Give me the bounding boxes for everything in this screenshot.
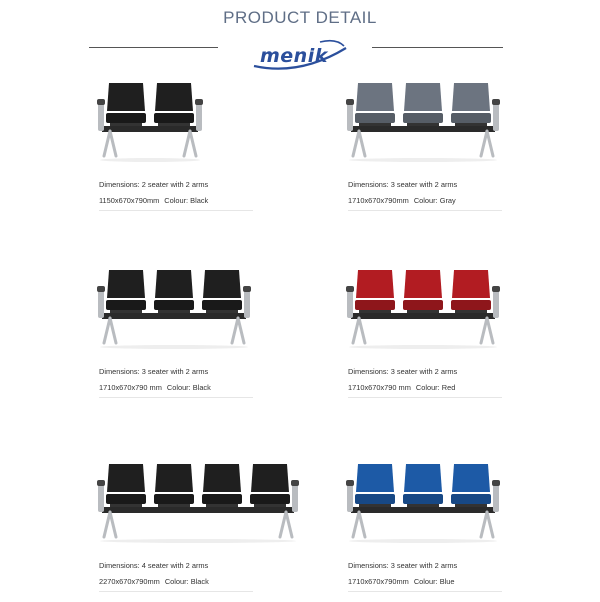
seat-bracket <box>110 123 142 126</box>
product-size-colour <box>99 196 208 205</box>
bench-leg <box>353 131 365 156</box>
seat-back <box>251 464 289 492</box>
bench-beam <box>102 126 198 132</box>
seat-pan <box>355 113 395 123</box>
seat-bracket <box>158 310 190 313</box>
seat-pan <box>403 113 443 123</box>
bench-beam <box>351 126 495 132</box>
product-size-colour <box>348 383 455 392</box>
product-card-3-seater-red <box>338 268 538 408</box>
product-size-colour <box>348 577 454 586</box>
bench-leg <box>104 318 116 343</box>
floor-shadow <box>349 539 497 543</box>
seat-pan <box>451 300 491 310</box>
seat-back <box>452 270 490 298</box>
product-size: 1710x670x790 mm <box>99 383 162 392</box>
product-size: 2270x670x790mm <box>99 577 160 586</box>
product-card-3-seater-gray <box>338 81 538 221</box>
floor-shadow <box>100 345 248 349</box>
bench-leg <box>104 512 116 537</box>
bench-beam <box>102 507 294 513</box>
bench-image <box>89 462 319 557</box>
seat-back <box>203 464 241 492</box>
seat-pan <box>106 300 146 310</box>
product-card-2-seater-black <box>89 81 289 221</box>
product-colour: Colour: Blue <box>413 577 455 586</box>
product-size: 1710x670x790mm <box>348 196 409 205</box>
bench-image <box>338 81 538 176</box>
product-card-4-seater-black <box>89 462 289 602</box>
armrest-pad <box>346 99 354 105</box>
product-size-colour <box>99 577 209 586</box>
seat-bracket <box>407 123 439 126</box>
bench-armrest <box>493 101 499 131</box>
armrest-pad <box>492 480 500 486</box>
seat-back <box>356 464 394 492</box>
bench-leg <box>481 131 493 156</box>
seat-bracket <box>359 310 391 313</box>
bench-armrest <box>347 482 353 512</box>
bench-leg <box>104 131 116 156</box>
product-dimensions: Dimensions: 4 seater with 2 arms <box>99 561 209 570</box>
bench-armrest <box>493 482 499 512</box>
bench-image <box>89 268 289 363</box>
seat-back <box>404 464 442 492</box>
floor-shadow <box>100 158 200 162</box>
seat-back <box>452 464 490 492</box>
header-rule-left <box>89 47 218 48</box>
seat-bracket <box>158 504 190 507</box>
caption-divider <box>99 397 253 398</box>
bench-beam <box>351 507 495 513</box>
seat-bracket <box>455 123 487 126</box>
product-size-colour <box>99 383 211 392</box>
seat-pan <box>106 494 146 504</box>
floor-shadow <box>349 158 497 162</box>
caption-divider <box>348 591 502 592</box>
seat-bracket <box>206 310 238 313</box>
product-size-colour <box>348 196 456 205</box>
bench-image <box>338 462 538 557</box>
product-dimensions: Dimensions: 3 seater with 2 arms <box>348 561 458 570</box>
seat-bracket <box>158 123 190 126</box>
product-dimensions: Dimensions: 3 seater with 2 arms <box>99 367 209 376</box>
floor-shadow <box>100 539 296 543</box>
brand-logo <box>250 36 350 76</box>
bench-beam <box>351 313 495 319</box>
bench-armrest <box>493 288 499 318</box>
seat-back <box>404 270 442 298</box>
bench-armrest <box>244 288 250 318</box>
seat-bracket <box>407 310 439 313</box>
armrest-pad <box>97 99 105 105</box>
seat-bracket <box>206 504 238 507</box>
seat-bracket <box>359 504 391 507</box>
caption-divider <box>348 397 502 398</box>
bench-armrest <box>98 288 104 318</box>
bench-leg <box>353 512 365 537</box>
seat-back <box>107 83 145 111</box>
seat-back <box>155 83 193 111</box>
seat-bracket <box>254 504 286 507</box>
floor-shadow <box>349 345 497 349</box>
armrest-pad <box>97 480 105 486</box>
armrest-pad <box>492 286 500 292</box>
seat-pan <box>154 494 194 504</box>
product-card-3-seater-black <box>89 268 289 408</box>
seat-back <box>452 83 490 111</box>
bench-leg <box>481 512 493 537</box>
bench-armrest <box>347 288 353 318</box>
bench-beam <box>102 313 246 319</box>
seat-bracket <box>407 504 439 507</box>
seat-bracket <box>110 310 142 313</box>
seat-back <box>155 270 193 298</box>
product-size: 1150x670x790mm <box>99 196 160 205</box>
seat-pan <box>355 300 395 310</box>
bench-image <box>338 268 538 363</box>
bench-armrest <box>98 101 104 131</box>
bench-armrest <box>347 101 353 131</box>
logo-wordmark: menik <box>260 45 328 67</box>
page-title: PRODUCT DETAIL <box>223 8 377 27</box>
armrest-pad <box>97 286 105 292</box>
product-colour: Colour: Black <box>166 383 211 392</box>
seat-pan <box>154 113 194 123</box>
caption-divider <box>348 210 502 211</box>
seat-back <box>107 270 145 298</box>
seat-bracket <box>359 123 391 126</box>
bench-armrest <box>98 482 104 512</box>
seat-pan <box>451 113 491 123</box>
caption-divider <box>99 591 253 592</box>
seat-pan <box>403 300 443 310</box>
armrest-pad <box>346 286 354 292</box>
seat-back <box>404 83 442 111</box>
bench-leg <box>232 318 244 343</box>
bench-leg <box>184 131 196 156</box>
bench-image <box>89 81 289 176</box>
armrest-pad <box>243 286 251 292</box>
seat-pan <box>355 494 395 504</box>
product-colour: Colour: Black <box>164 577 209 586</box>
armrest-pad <box>195 99 203 105</box>
seat-bracket <box>455 310 487 313</box>
seat-back <box>155 464 193 492</box>
bench-armrest <box>292 482 298 512</box>
product-dimensions: Dimensions: 2 seater with 2 arms <box>99 180 209 189</box>
armrest-pad <box>346 480 354 486</box>
seat-pan <box>154 300 194 310</box>
caption-divider <box>99 210 253 211</box>
seat-back <box>356 83 394 111</box>
product-colour: Colour: Gray <box>413 196 456 205</box>
product-card-3-seater-blue <box>338 462 538 602</box>
seat-pan <box>202 300 242 310</box>
bench-leg <box>353 318 365 343</box>
seat-pan <box>451 494 491 504</box>
product-dimensions: Dimensions: 3 seater with 2 arms <box>348 367 458 376</box>
bench-leg <box>481 318 493 343</box>
product-dimensions: Dimensions: 3 seater with 2 arms <box>348 180 458 189</box>
product-colour: Colour: Black <box>164 196 209 205</box>
product-size: 1710x670x790 mm <box>348 383 411 392</box>
seat-pan <box>202 494 242 504</box>
product-colour: Colour: Red <box>415 383 456 392</box>
bench-leg <box>280 512 292 537</box>
armrest-pad <box>492 99 500 105</box>
seat-back <box>107 464 145 492</box>
header-rule-right <box>372 47 503 48</box>
bench-armrest <box>196 101 202 131</box>
product-size: 1710x670x790mm <box>348 577 409 586</box>
seat-back <box>356 270 394 298</box>
seat-pan <box>250 494 290 504</box>
seat-pan <box>106 113 146 123</box>
seat-bracket <box>110 504 142 507</box>
seat-bracket <box>455 504 487 507</box>
seat-back <box>203 270 241 298</box>
seat-pan <box>403 494 443 504</box>
armrest-pad <box>291 480 299 486</box>
